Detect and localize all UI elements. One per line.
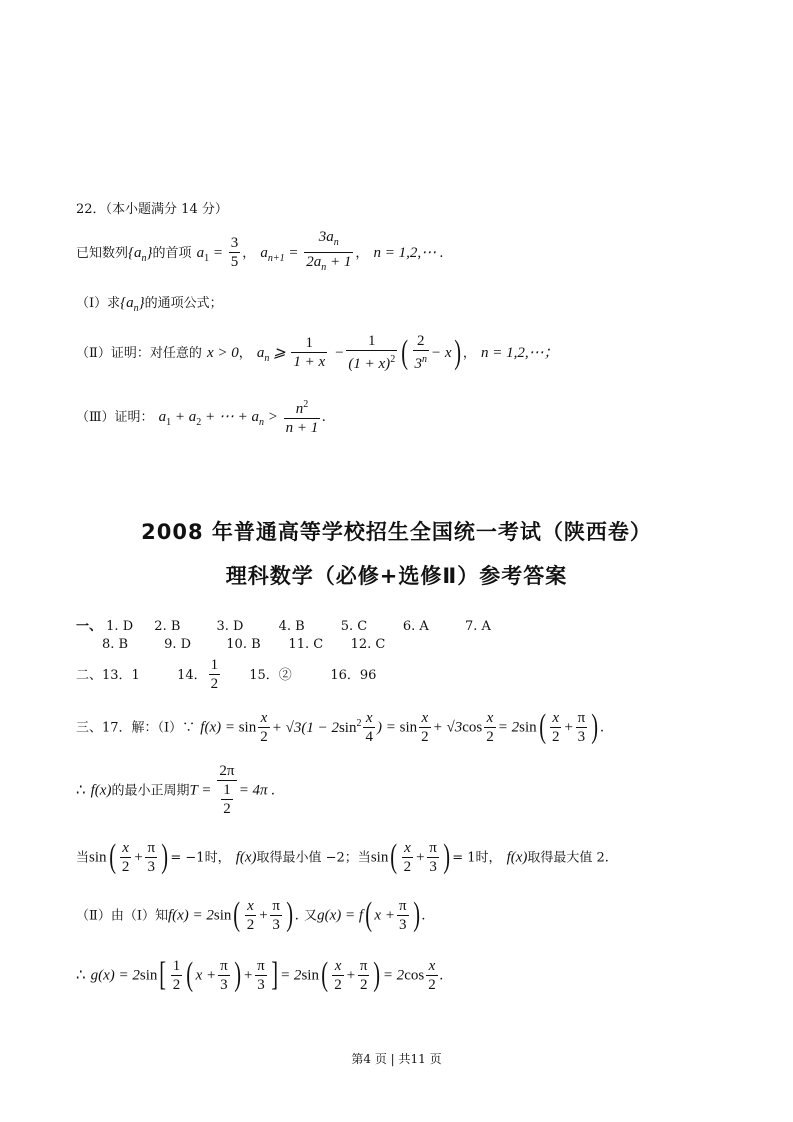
choice-answer: 12. C	[350, 637, 386, 652]
choice-answer: 3. D	[216, 619, 244, 634]
choice-answer: 9. D	[164, 637, 192, 652]
answer-title-line2: 理科数学（必修+选修Ⅱ）参考答案	[225, 564, 568, 588]
part-3: （Ⅲ）证明： $a_1 + a_2$ + ⋯ + $a_n$ > $\frac{n^2}{n + 1}$ .	[76, 396, 326, 437]
choice-answer: 5. C	[340, 619, 368, 634]
choice-answer: 4. B	[278, 619, 305, 634]
part-1: （Ⅰ）求$\{a_n\}$的通项公式；	[76, 295, 223, 314]
period-line: ∴ f(x)的最小正周期T = $\frac{2\pi}{\frac{1}{2}}$ = 4π .	[76, 763, 276, 817]
solution-17-line1: 三、17．解：（Ⅰ）∵ f(x) = sin $\frac{x}{2}$ + $√3(1 - 2\sin^2$ $\frac{x}{4}$ ) = sin $\frac{x}{2}$ + √3cos $\frac{x}{2}$ = 2sin( $\frac{x}{2}$ + $\frac{\pi}{3}$ ) .	[76, 708, 605, 745]
choice-answers-row2	[102, 637, 409, 652]
choice-answer: 10. B	[226, 637, 261, 652]
problem-stem: 已知数列$\{a_n\}$的首项 $a_1$ = $\frac{3}{5}$ ， $a_{n+1}$ = $\frac{3a_n}{2a_n + 1}$ ， n = 1,2,⋯ .	[76, 228, 444, 277]
page-footer: 第4 页 | 共11 页	[351, 1052, 442, 1066]
choice-answer: 7. A	[465, 619, 491, 634]
recurrence-fraction: $\frac{3a_n}{2a_n + 1}$	[306, 229, 352, 273]
choice-answer: 6. A	[402, 619, 429, 634]
fraction-3-5: $\frac{3}{5}$	[230, 235, 239, 270]
g-derivation: ∴ g(x) = 2sin[ $\frac{1}{2}$ ( x + $\frac{\pi}{3}$ ) + $\frac{\pi}{3}$ ] = 2sin( $\frac{x}{2}$ + $\frac{\pi}{2}$ ) = 2cos $\frac{x}{2}$ .	[76, 956, 444, 993]
choice-answer: 11. C	[288, 637, 324, 652]
choice-answers-row1: 一、 1. D 2. B 3. D 4. B 5. C 6. A 7. A	[76, 615, 515, 634]
problem-heading: 22．（本小题满分 14 分）	[76, 202, 228, 217]
choice-answer: 2. B	[154, 619, 181, 634]
answer-title-line1: 2008 年普通高等学校招生全国统一考试（陕西卷）	[141, 520, 652, 544]
min-max-line: 当sin( $\frac{x}{2}$ + $\frac{\pi}{3}$ ) = −1时， f(x)取得最小值 −2；当sin( $\frac{x}{2}$ + $\frac{\pi}{3}$ ) = 1时， f(x)取得最大值 2.	[76, 838, 609, 875]
part-2: （Ⅱ）证明：对任意的 x > 0， $a_n$ ⩾ $\frac{1}{1 + x}$ − $\frac{1}{(1 + x)^2}$ ( $\frac{2}{3^n}$ − x) ， n = 1,2,⋯；	[76, 333, 559, 372]
choice-answer: 1. D	[106, 619, 134, 634]
choice-answer: 8. B	[102, 637, 129, 652]
solution-part2: （Ⅱ）由（Ⅰ）知f(x) = 2sin( $\frac{x}{2}$ + $\frac{\pi}{3}$ ) . 又g(x) = f( x + $\frac{\pi}{3}$ ) .	[76, 896, 426, 933]
fill-answers: 二、13．1 14． $\frac{1}{2}$ 15．② 16．96	[76, 657, 377, 692]
